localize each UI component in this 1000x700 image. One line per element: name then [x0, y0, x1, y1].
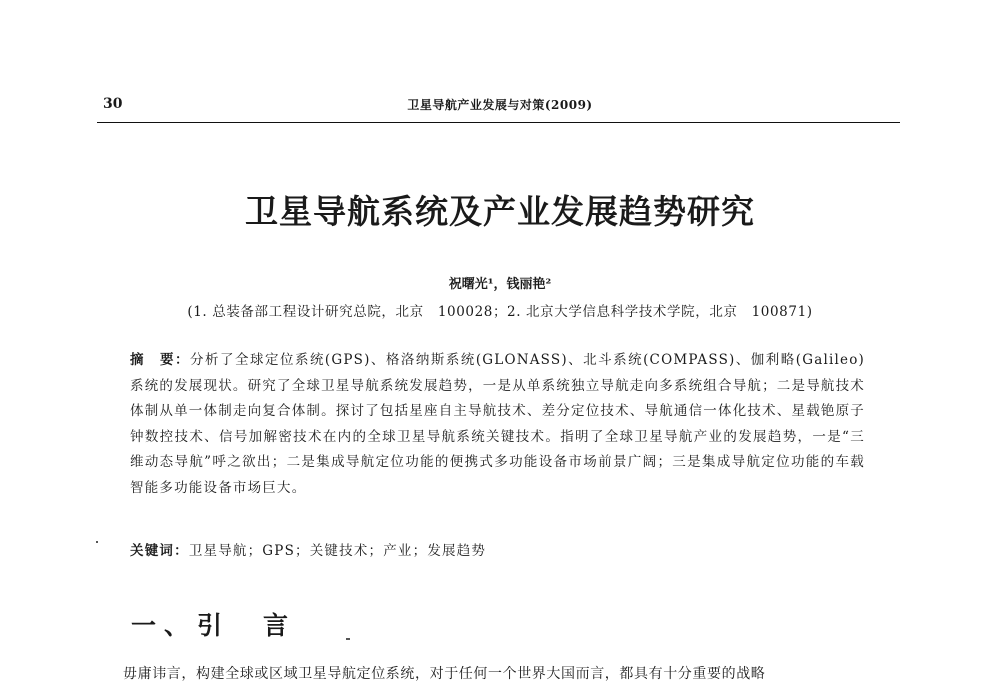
authors: 祝曙光¹，钱丽艳² [448, 277, 552, 292]
keywords-label: 关键词： [130, 543, 189, 559]
abstract-label: 摘 要： [130, 352, 190, 368]
running-header: 卫星导航产业发展与对策(2009) [407, 98, 593, 112]
keywords-text: 卫星导航；GPS；关键技术；产业；发展趋势 [188, 543, 487, 559]
section-heading: 一、引 言 [131, 611, 297, 640]
affiliations: (1. 总装备部工程设计研究总院，北京 100028；2. 北京大学信息科学技术学院，北京 100871) [187, 304, 813, 320]
scan-speck [346, 638, 350, 640]
keywords [130, 539, 865, 559]
paper-title: 卫星导航系统及产业发展趋势研究 [245, 192, 755, 231]
header-rule [97, 122, 900, 123]
abstract [130, 348, 865, 502]
page-number: 30 [103, 96, 123, 112]
scan-speck [96, 541, 98, 543]
body-paragraph: 毋庸讳言，构建全球或区域卫星导航定位系统，对于任何一个世界大国而言，都具有十分重要的战略 [123, 666, 766, 682]
abstract-text: 分析了全球定位系统(GPS)、格洛纳斯系统(GLONASS)、北斗系统(COMPASS)、伽利略(Galileo)系统的发展现状。研究了全球卫星导航系统发展趋势，一是从单系统独立导航走向多系统组合导航；二是导航技术体制从单一体制走向复合体制。探讨了包括星座自主导航技术、差分定位技术、导航通信一体化技术、星载铯原子钟数控技术、信号加解密技术在内的全球卫星导航系统关键技术。指明了全球卫星导航产业的发展趋势，一是“三维动态导航”呼之欲出；二是集成导航定位功能的便携式多功能设备市场前景广阔；三是集成导航定位功能的车载智能多功能设备市场巨大。 [130, 352, 865, 496]
